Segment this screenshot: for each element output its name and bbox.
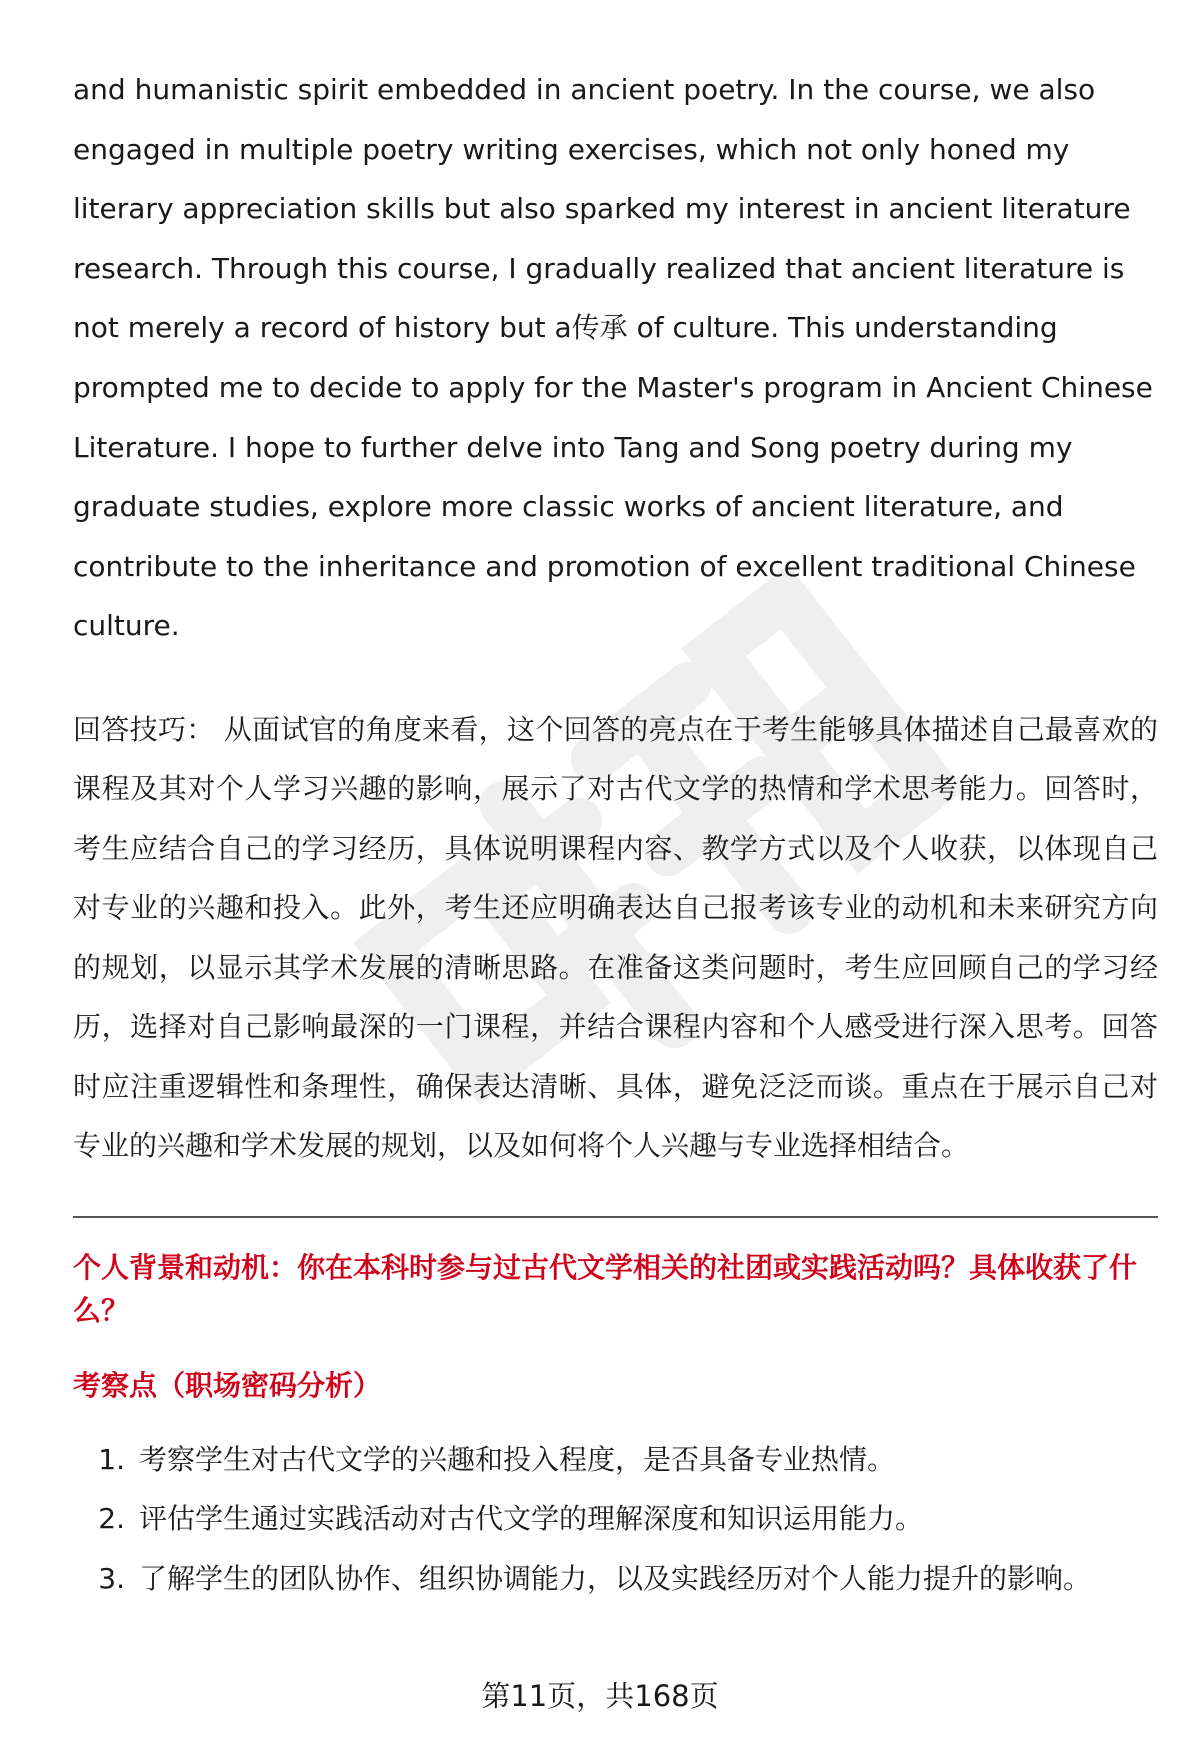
list-item-number: 2. [98,1502,125,1536]
assessment-points-list [73,1430,1158,1609]
list-item-number: 1. [98,1442,125,1476]
section-divider [73,1216,1158,1218]
list-item [73,1549,1158,1609]
list-item-text: 了解学生的团队协作、组织协调能力，以及实践经历对个人能力提升的影响。 [139,1561,1092,1595]
interview-question: 个人背景和动机：你在本科时参与过古代文学相关的社团或实践活动吗？具体收获了什么？ [73,1250,1138,1327]
english-answer-paragraph: and humanistic spirit embedded in ancient poetry. In the course, we also engaged in multiple poetry writing exercises, which not only honed my literary appreciation skills but also sparked my interest in ancient literature research. Through this course, I gradually realized that ancient literature is not merely a record of history but a传承 of culture. This understanding prompted me to decide to apply for the Master's program in Ancient Chinese Literature. I hope to further delve into Tang and Song poetry during my graduate studies, explore more classic works of ancient literature, and contribute to the inheritance and promotion of excellent traditional Chinese culture. [73,73,1153,643]
list-item [73,1430,1158,1490]
list-item-text: 评估学生通过实践活动对古代文学的理解深度和知识运用能力。 [139,1502,924,1536]
list-item-number: 3. [98,1561,125,1595]
document-page [73,60,1158,1608]
assessment-points-title: 考察点（职场密码分析） [73,1368,382,1402]
page-number: 第11页，共168页 [481,1679,719,1713]
list-item-text: 考察学生对古代文学的兴趣和投入程度，是否具备专业热情。 [139,1442,896,1476]
list-item [73,1489,1158,1549]
answer-tips-paragraph: 回答技巧： 从面试官的角度来看，这个回答的亮点在于考生能够具体描述自己最喜欢的课程及其对个人学习兴趣的影响，展示了对古代文学的热情和学术思考能力。回答时，考生应结合自己的学习经历，具体说明课程内容、教学方式以及个人收获，以体现自己对专业的兴趣和投入。此外，考生还应明确表达自己报考该专业的动机和未来研究方向的规划，以显示其学术发展的清晰思路。在准备这类问题时，考生应回顾自己的学习经历，选择对自己影响最深的一门课程，并结合课程内容和个人感受进行深入思考。回答时应注重逻辑性和条理性，确保表达清晰、具体，避免泛泛而谈。重点在于展示自己对专业的兴趣和学术发展的规划，以及如何将个人兴趣与专业选择相结合。 [73,712,1158,1163]
